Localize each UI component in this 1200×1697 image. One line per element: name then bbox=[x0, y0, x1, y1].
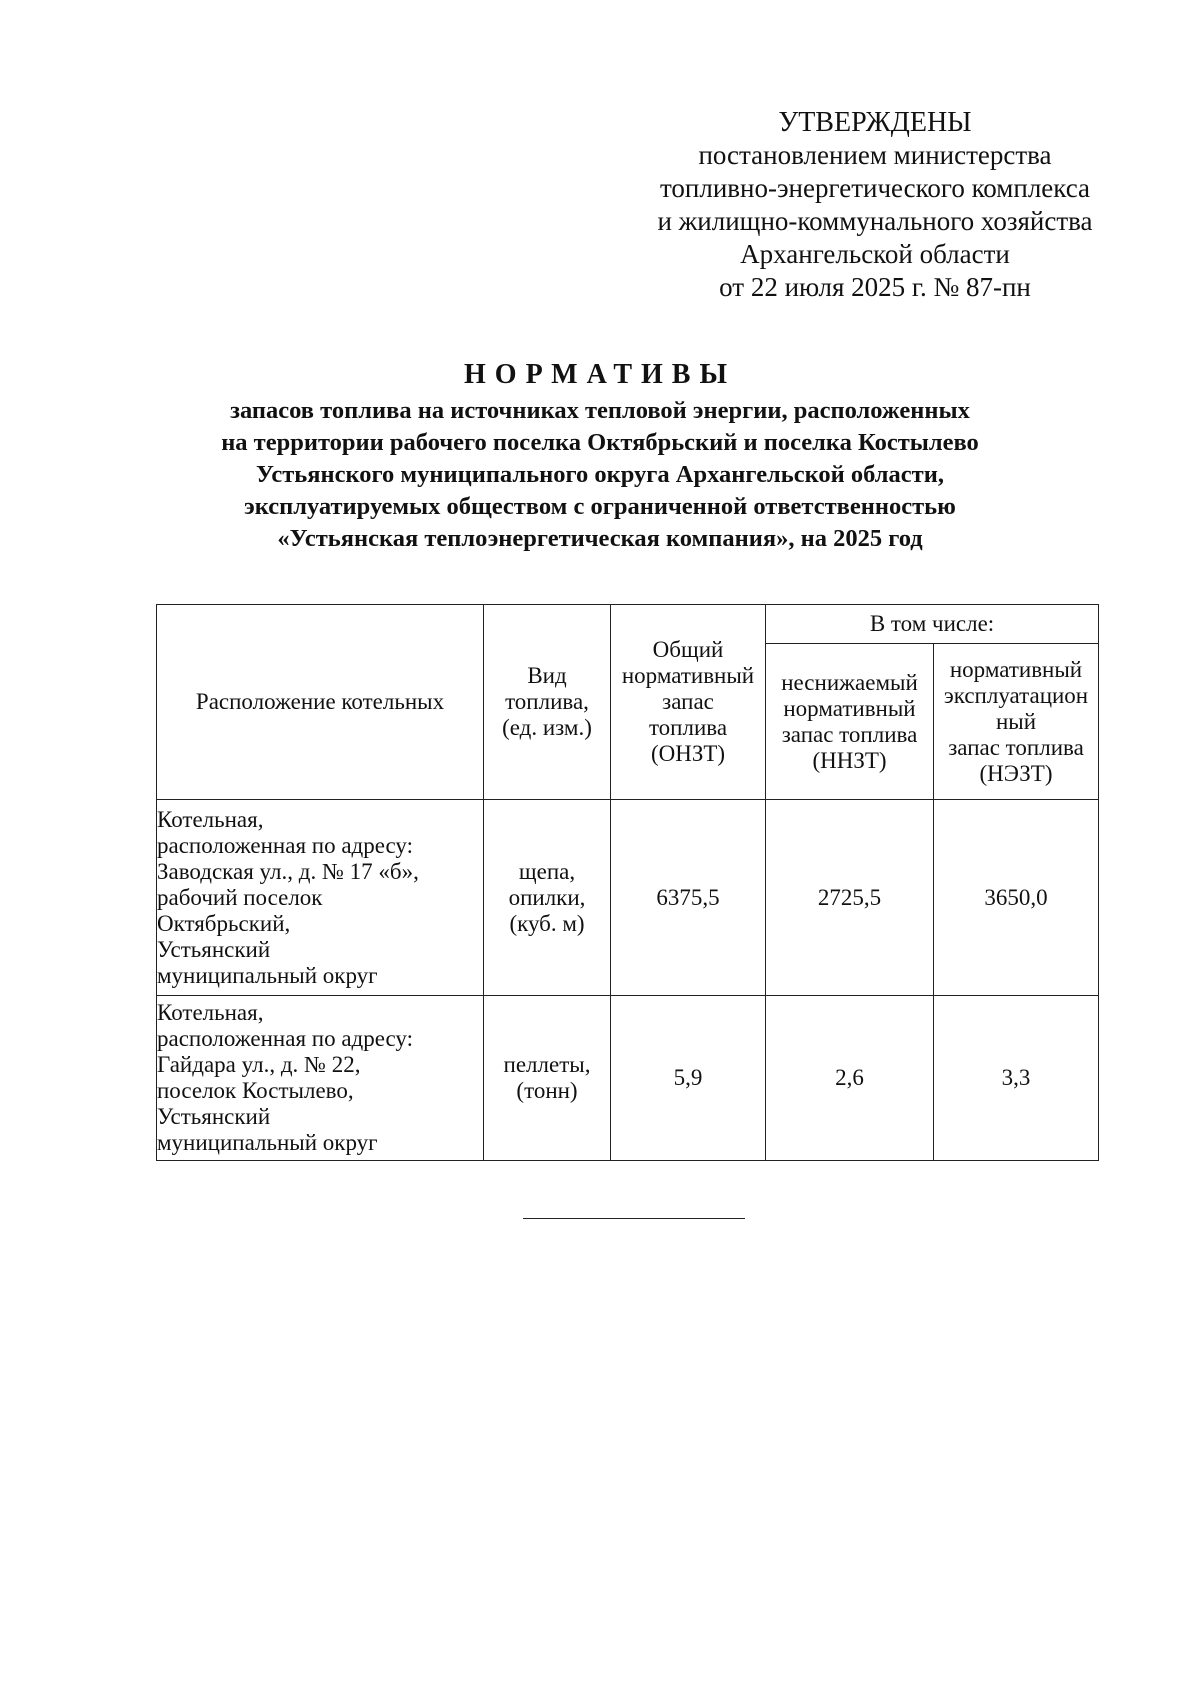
fuel-line: (куб. м) bbox=[509, 910, 585, 936]
fuel-line: пеллеты, bbox=[503, 1052, 591, 1077]
subtitle-line: Устьянского муниципального округа Архангельской области, bbox=[256, 461, 944, 488]
header-nezt-line: запас топлива bbox=[948, 734, 1084, 760]
subtitle-line: «Устьянская теплоэнергетическая компания», на 2025 год bbox=[277, 525, 923, 552]
location-line: муниципальный округ bbox=[157, 962, 378, 988]
approval-line: и жилищно-коммунального хозяйства bbox=[657, 206, 1093, 236]
location-line: Гайдара ул., д. № 22, bbox=[157, 1052, 361, 1077]
subtitle-line: эксплуатируемых обществом с ограниченной ответственностью bbox=[244, 493, 956, 520]
table-header-row bbox=[157, 605, 1099, 644]
header-nnzt bbox=[766, 644, 934, 800]
cell-fuel-type bbox=[484, 996, 611, 1161]
header-total-line: топлива bbox=[648, 715, 728, 740]
location-line: расположенная по адресу: bbox=[157, 1026, 414, 1051]
location-line: Октябрьский, bbox=[157, 910, 291, 936]
end-of-document-rule bbox=[523, 1218, 745, 1219]
approval-heading: УТВЕРЖДЕНЫ bbox=[778, 107, 972, 138]
cell-location bbox=[157, 800, 484, 996]
header-including: В том числе: bbox=[766, 605, 1099, 644]
fuel-line: (тонн) bbox=[516, 1078, 578, 1103]
cell-nezt: 3,3 bbox=[934, 996, 1099, 1161]
approval-line: топливно-энергетического комплекса bbox=[659, 173, 1091, 203]
header-nezt-line: ный bbox=[995, 708, 1037, 734]
location-line: поселок Костылево, bbox=[157, 1078, 354, 1103]
fuel-line: опилки, bbox=[508, 884, 586, 910]
cell-nezt: 3650,0 bbox=[934, 800, 1099, 996]
location-line: рабочий поселок bbox=[157, 884, 323, 910]
header-location: Расположение котельных bbox=[157, 605, 484, 800]
header-fuel-type-line: (ед. изм.) bbox=[502, 715, 592, 740]
cell-total-reserve: 5,9 bbox=[611, 996, 766, 1161]
subtitle-line: на территории рабочего поселка Октябрьский и поселка Костылево bbox=[221, 429, 979, 456]
fuel-norms-table bbox=[156, 604, 1099, 1161]
location-line: Устьянский bbox=[157, 1104, 271, 1129]
header-nnzt-line: запас топлива bbox=[781, 721, 918, 747]
document-title: НОРМАТИВЫ bbox=[464, 359, 736, 390]
cell-location bbox=[157, 996, 484, 1161]
cell-total-reserve: 6375,5 bbox=[611, 800, 766, 996]
header-nezt bbox=[934, 644, 1099, 800]
approval-date: от 22 июля 2025 г. № 87-пн bbox=[719, 272, 1031, 302]
location-line: Котельная, bbox=[157, 1000, 264, 1025]
header-total-line: Общий bbox=[652, 637, 724, 662]
approval-line: постановлением министерства bbox=[698, 140, 1052, 170]
header-fuel-type bbox=[484, 605, 611, 800]
location-line: муниципальный округ bbox=[157, 1130, 378, 1155]
fuel-line: щепа, bbox=[518, 858, 576, 884]
approval-block bbox=[590, 106, 1160, 304]
location-line: Заводская ул., д. № 17 «б», bbox=[157, 858, 419, 884]
location-line: расположенная по адресу: bbox=[157, 832, 414, 858]
cell-fuel-type bbox=[484, 800, 611, 996]
header-total-reserve bbox=[611, 605, 766, 800]
header-nnzt-line: неснижаемый bbox=[781, 669, 918, 695]
approval-line: Архангельской области bbox=[740, 239, 1010, 269]
location-line: Устьянский bbox=[157, 936, 271, 962]
header-total-line: нормативный bbox=[621, 663, 755, 688]
table-row bbox=[157, 800, 1099, 996]
subtitle-line: запасов топлива на источниках тепловой энергии, расположенных bbox=[230, 397, 970, 424]
cell-nnzt: 2,6 bbox=[766, 996, 934, 1161]
header-fuel-type-line: Вид bbox=[527, 663, 567, 688]
header-nezt-line: нормативный bbox=[949, 656, 1083, 682]
header-total-line: (ОНЗТ) bbox=[650, 741, 726, 766]
header-nnzt-line: нормативный bbox=[783, 695, 916, 721]
cell-nnzt: 2725,5 bbox=[766, 800, 934, 996]
table-row bbox=[157, 996, 1099, 1161]
header-total-line: запас bbox=[662, 689, 714, 714]
header-nezt-line: (НЭЗТ) bbox=[979, 760, 1053, 786]
header-fuel-type-line: топлива, bbox=[505, 689, 589, 714]
location-line: Котельная, bbox=[157, 806, 264, 832]
header-nezt-line: эксплуатацион bbox=[943, 682, 1089, 708]
header-nnzt-line: (ННЗТ) bbox=[812, 747, 887, 773]
document-subtitle bbox=[60, 395, 1140, 555]
